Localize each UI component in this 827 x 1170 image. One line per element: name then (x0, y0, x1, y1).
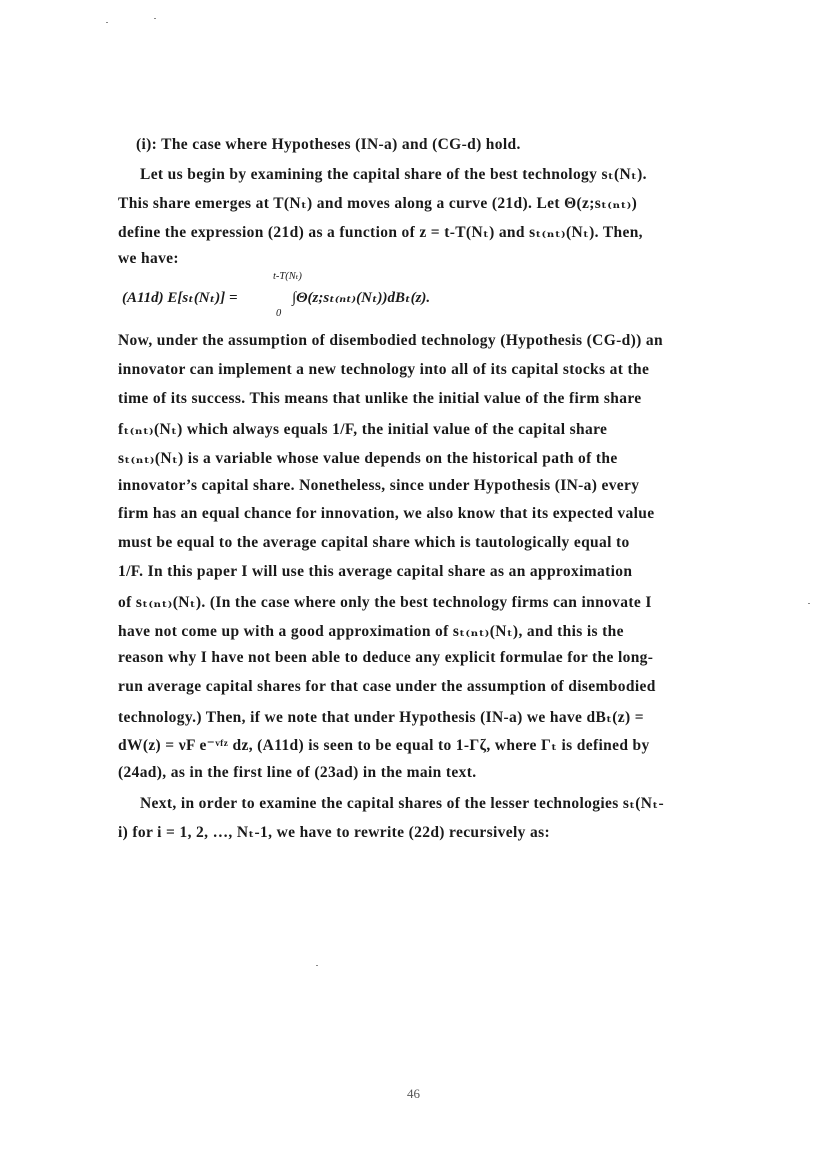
paragraph-line: Now, under the assumption of disembodied technology (Hypothesis (CG-d)) an (118, 332, 663, 349)
integral-upper-limit: t-T(Nₜ) (273, 271, 302, 282)
paragraph-line: i) for i = 1, 2, …, Nₜ-1, we have to rewrite (22d) recursively as: (118, 824, 550, 841)
scan-speck (808, 603, 810, 604)
paragraph-line: innovator can implement a new technology into all of its capital stocks at the (118, 361, 650, 378)
paragraph-line: time of its success. This means that unlike the initial value of the firm share (118, 390, 642, 407)
paragraph-line: Let us begin by examining the capital share of the best technology sₜ(Nₜ). (140, 166, 647, 183)
paragraph-line: have not come up with a good approximation of sₜ₍ₙₜ₎(Nₜ), and this is the (118, 623, 624, 640)
paragraph-line: reason why I have not been able to deduce any explicit formulae for the long- (118, 649, 654, 666)
paragraph-line: dW(z) = νF e⁻ᵛᶠᶻ dz, (A11d) is seen to be equal to 1-Γζ, where Γₜ is defined by (118, 737, 650, 754)
paragraph-line: 1/F. In this paper I will use this average capital share as an approximation (118, 563, 633, 580)
paragraph-line: This share emerges at T(Nₜ) and moves along a curve (21d). Let Θ(z;sₜ₍ₙₜ₎) (118, 195, 638, 212)
scan-speck (106, 22, 108, 23)
equation-integrand: ∫Θ(z;sₜ₍ₙₜ₎(Nₜ))dBₜ(z). (292, 290, 431, 306)
paragraph-line: must be equal to the average capital share which is tautologically equal to (118, 534, 630, 551)
paragraph-line: we have: (118, 250, 179, 267)
paragraph-line: technology.) Then, if we note that under Hypothesis (IN-a) we have dBₜ(z) = (118, 709, 644, 726)
heading-case-i: (i): The case where Hypotheses (IN-a) and (CG-d) hold. (136, 136, 521, 153)
integral-lower-limit: 0 (276, 308, 282, 319)
paragraph-line: fₜ₍ₙₜ₎(Nₜ) which always equals 1/F, the initial value of the capital share (118, 421, 608, 438)
paragraph-line: define the expression (21d) as a function of z = t-T(Nₜ) and sₜ₍ₙₜ₎(Nₜ). Then, (118, 224, 643, 241)
paragraph-line: run average capital shares for that case under the assumption of disembodied (118, 678, 656, 695)
paragraph-line: innovator’s capital share. Nonetheless, since under Hypothesis (IN-a) every (118, 477, 640, 494)
paragraph-line: sₜ₍ₙₜ₎(Nₜ) is a variable whose value depends on the historical path of the (118, 450, 618, 467)
page-number: 46 (407, 1086, 420, 1101)
equation-label: (A11d) E[sₜ(Nₜ)] = (122, 290, 238, 306)
paragraph-line: firm has an equal chance for innovation, we also know that its expected value (118, 505, 655, 522)
paragraph-line: of sₜ₍ₙₜ₎(Nₜ). (In the case where only the best technology firms can innovate I (118, 594, 652, 611)
paragraph-line: (24ad), as in the first line of (23ad) in the main text. (118, 764, 477, 781)
paragraph-line: Next, in order to examine the capital shares of the lesser technologies sₜ(Nₜ- (140, 795, 664, 812)
scan-speck (154, 18, 156, 19)
scan-speck (316, 965, 318, 966)
